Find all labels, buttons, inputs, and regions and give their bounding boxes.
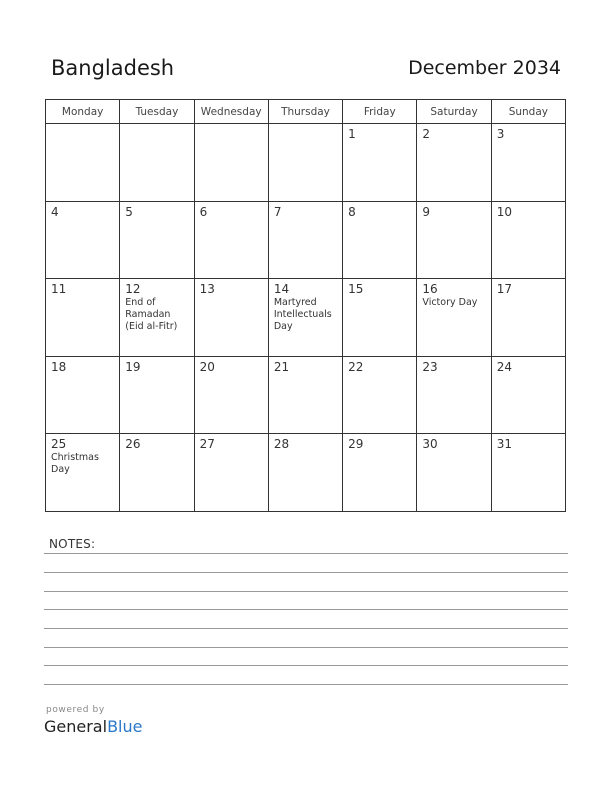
- day-cell: [343, 356, 417, 434]
- day-number: 9: [422, 204, 431, 219]
- empty-day-cell: [268, 124, 342, 202]
- day-cell: [46, 434, 120, 512]
- day-number: 30: [422, 437, 438, 452]
- day-cell: [491, 201, 565, 279]
- day-cell: [120, 356, 194, 434]
- day-number: 19: [125, 359, 141, 374]
- day-cell: [120, 201, 194, 279]
- day-cell: [417, 434, 491, 512]
- day-number: 18: [51, 359, 67, 374]
- day-cell: [491, 434, 565, 512]
- note-line: [44, 628, 568, 629]
- note-line: [44, 572, 568, 573]
- day-number: 25: [51, 437, 67, 452]
- day-cell: [491, 356, 565, 434]
- brand-general: General: [44, 717, 108, 736]
- holiday-label: Martyred Intellectuals Day: [273, 297, 332, 333]
- day-number: 13: [199, 282, 215, 297]
- weekday-header: Thursday: [268, 100, 342, 124]
- day-number: 6: [199, 204, 208, 219]
- day-cell: [120, 434, 194, 512]
- day-number: 2: [422, 127, 431, 141]
- empty-day-cell: [46, 124, 120, 202]
- day-cell: [417, 356, 491, 434]
- day-number: 26: [125, 437, 141, 452]
- week-row: [46, 434, 566, 512]
- day-cell: [491, 279, 565, 357]
- note-line: [44, 684, 568, 685]
- week-row: [46, 201, 566, 279]
- day-number: 29: [348, 437, 364, 452]
- day-cell: [194, 279, 268, 357]
- empty-day-cell: [194, 124, 268, 202]
- notes-label: NOTES:: [49, 537, 96, 551]
- day-cell: [417, 124, 491, 202]
- brand-logo: [44, 717, 142, 736]
- weekday-header-row: [46, 100, 566, 124]
- brand-blue: Blue: [107, 717, 143, 736]
- day-cell: [343, 434, 417, 512]
- day-cell: [194, 356, 268, 434]
- day-cell: [194, 201, 268, 279]
- powered-by-text: powered by: [46, 705, 105, 715]
- day-number: 27: [199, 437, 215, 452]
- note-line: [44, 665, 568, 666]
- day-number: 23: [422, 359, 438, 374]
- day-cell: [120, 279, 194, 357]
- holiday-label: Victory Day: [422, 297, 478, 309]
- note-line: [44, 609, 568, 610]
- day-cell: [417, 279, 491, 357]
- day-cell: [417, 201, 491, 279]
- day-cell: [194, 434, 268, 512]
- day-number: 10: [496, 204, 512, 219]
- day-number: 4: [51, 204, 59, 219]
- day-number: 24: [496, 359, 512, 374]
- week-row: [46, 356, 566, 434]
- month-title: December 2034: [408, 57, 561, 79]
- day-number: 17: [496, 282, 512, 297]
- day-cell: [268, 279, 342, 357]
- day-number: 7: [273, 204, 282, 219]
- note-line: [44, 553, 568, 554]
- day-number: 8: [348, 204, 356, 219]
- calendar-grid: [45, 99, 566, 512]
- day-number: 5: [125, 204, 133, 219]
- day-number: 20: [199, 359, 215, 374]
- day-number: 1: [348, 127, 356, 141]
- day-number: 3: [496, 127, 505, 141]
- day-cell: [46, 356, 120, 434]
- weekday-header: Sunday: [491, 100, 565, 124]
- day-number: 21: [273, 359, 290, 374]
- weekday-header: Friday: [343, 100, 417, 124]
- day-cell: [491, 124, 565, 202]
- note-line: [44, 591, 568, 592]
- day-number: 22: [348, 359, 364, 374]
- day-number: 28: [273, 437, 290, 452]
- day-number: 12: [125, 282, 141, 297]
- day-cell: [46, 201, 120, 279]
- day-cell: [343, 279, 417, 357]
- empty-day-cell: [120, 124, 194, 202]
- week-row: [46, 279, 566, 357]
- note-line: [44, 647, 568, 648]
- day-cell: [268, 201, 342, 279]
- country-title: Bangladesh: [51, 56, 175, 80]
- holiday-label: Christmas Day: [51, 452, 99, 476]
- weekday-header: Tuesday: [120, 100, 194, 124]
- day-cell: [343, 124, 417, 202]
- calendar-body: [46, 124, 566, 512]
- day-number: 14: [273, 282, 290, 297]
- day-number: 15: [348, 282, 364, 297]
- weekday-header: Monday: [46, 100, 120, 124]
- day-cell: [268, 356, 342, 434]
- day-cell: [268, 434, 342, 512]
- weekday-header: Saturday: [417, 100, 491, 124]
- day-number: 31: [496, 437, 512, 452]
- day-number: 16: [422, 282, 438, 297]
- day-cell: [343, 201, 417, 279]
- week-row: [46, 124, 566, 202]
- day-cell: [46, 279, 120, 357]
- weekday-header: Wednesday: [194, 100, 268, 124]
- day-number: 11: [51, 282, 67, 297]
- holiday-label: End of Ramadan (Eid al-Fitr): [125, 297, 178, 333]
